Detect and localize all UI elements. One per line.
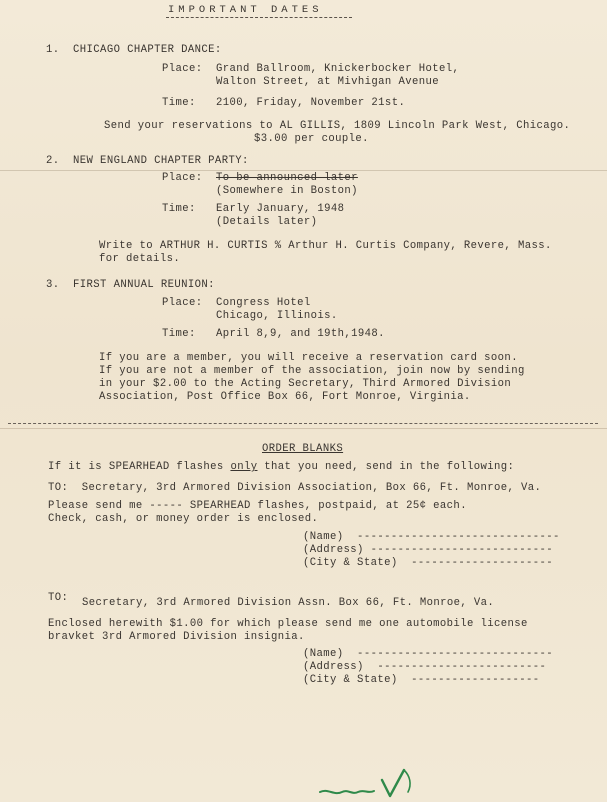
cut-line <box>8 423 598 424</box>
item2-time-label: Time: <box>162 203 196 215</box>
title-underline <box>166 17 352 18</box>
item2-heading: 2. NEW ENGLAND CHAPTER PARTY: <box>46 155 249 167</box>
order2-city-field: (City & State) ------------------- <box>303 674 540 686</box>
item1-heading: 1. CHICAGO CHAPTER DANCE: <box>46 44 222 56</box>
order1-to: TO: Secretary, 3rd Armored Division Association, Box 66, Ft. Monroe, Va. <box>48 482 542 494</box>
order-intro <box>48 461 514 474</box>
item3-place-line2: Chicago, Illinois. <box>216 310 338 322</box>
order1-name-field: (Name) ------------------------------ <box>303 531 560 543</box>
item1-place-line2: Walton Street, at Mivhigan Avenue <box>216 76 439 88</box>
item3-time-value: April 8,9, and 19th,1948. <box>216 328 385 340</box>
item3-note-line3: in your $2.00 to the Acting Secretary, Third Armored Division <box>99 378 512 390</box>
order1-address-field: (Address) --------------------------- <box>303 544 554 556</box>
item2-place-line1: To be announced later <box>216 172 358 184</box>
order-intro-only: only <box>230 461 258 473</box>
item2-place-label: Place: <box>162 172 203 184</box>
item2-place-line2: (Somewhere in Boston) <box>216 185 358 197</box>
order2-request-line2: bravket 3rd Armored Division insignia. <box>48 631 305 643</box>
order-intro-post: that you need, send in the following: <box>257 461 515 473</box>
order1-city-field: (City & State) --------------------- <box>303 557 554 569</box>
handwritten-pen-mark <box>318 762 438 802</box>
order-title: ORDER BLANKS <box>262 443 344 455</box>
item3-time-label: Time: <box>162 328 196 340</box>
order2-request-line1: Enclosed herewith $1.00 for which please send me one automobile license <box>48 618 528 630</box>
item3-heading: 3. FIRST ANNUAL REUNION: <box>46 279 215 291</box>
item2-time-line2: (Details later) <box>216 216 318 228</box>
item2-time-line1: Early January, 1948 <box>216 203 345 215</box>
item1-time-label: Time: <box>162 97 196 109</box>
item3-place-line1: Congress Hotel <box>216 297 311 309</box>
item1-note-line1: Send your reservations to AL GILLIS, 1809 Lincoln Park West, Chicago. <box>104 120 571 132</box>
item3-place-label: Place: <box>162 297 203 309</box>
order-intro-pre: If it is SPEARHEAD flashes <box>48 461 231 473</box>
fold-line <box>0 170 607 171</box>
order2-address-field: (Address) ------------------------- <box>303 661 547 673</box>
order2-name-field: (Name) ----------------------------- <box>303 648 554 660</box>
item2-note-line2: for details. <box>99 253 181 265</box>
item3-note-line4: Association, Post Office Box 66, Fort Monroe, Virginia. <box>99 391 471 403</box>
item1-time-value: 2100, Friday, November 21st. <box>216 97 406 109</box>
fold-line <box>0 428 607 429</box>
item3-note-line1: If you are a member, you will receive a reservation card soon. <box>99 352 518 364</box>
order1-request-line1: Please send me ----- SPEARHEAD flashes, postpaid, at 25¢ each. <box>48 500 467 512</box>
item1-place-label: Place: <box>162 63 203 75</box>
item2-note-line1: Write to ARTHUR H. CURTIS % Arthur H. Curtis Company, Revere, Mass. <box>99 240 552 252</box>
item3-note-line2: If you are not a member of the association, join now by sending <box>99 365 525 377</box>
item1-note-line2: $3.00 per couple. <box>254 133 369 145</box>
order2-to: Secretary, 3rd Armored Division Assn. Box 66, Ft. Monroe, Va. <box>82 597 495 609</box>
item1-place-line1: Grand Ballroom, Knickerbocker Hotel, <box>216 63 460 75</box>
order1-request-line2: Check, cash, or money order is enclosed. <box>48 513 319 525</box>
order2-to-label: TO: <box>48 592 69 604</box>
page-title: IMPORTANT DATES <box>168 4 323 16</box>
